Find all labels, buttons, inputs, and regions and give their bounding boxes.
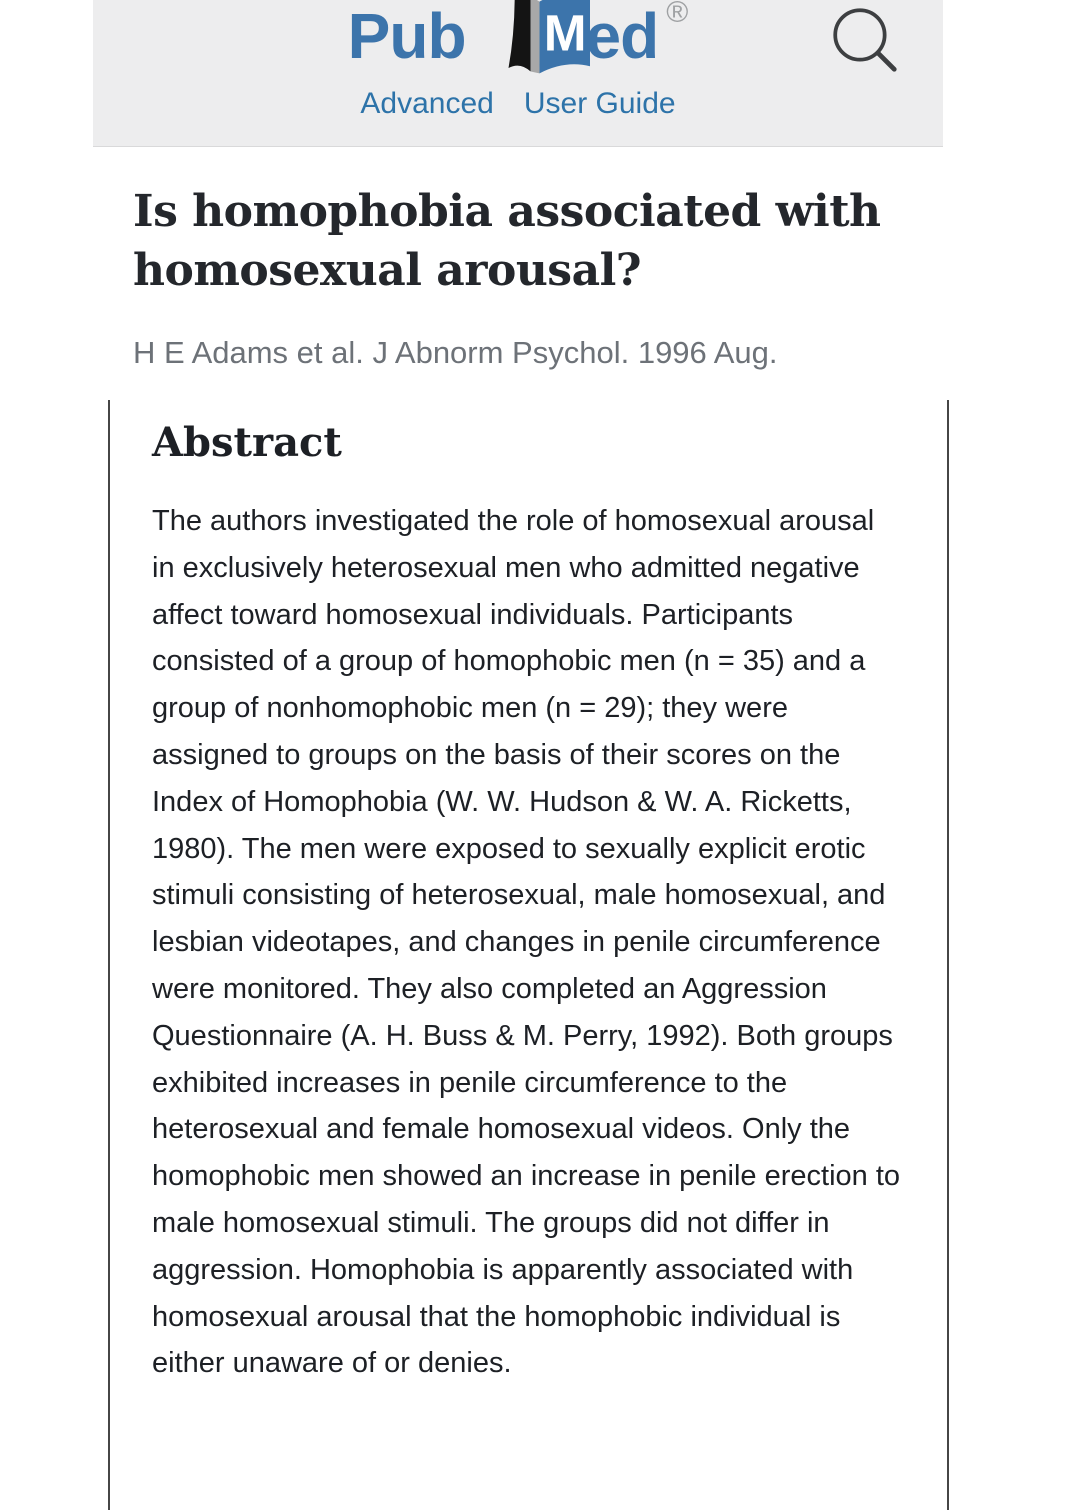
registered-trademark-symbol: ®	[666, 0, 689, 29]
abstract-card	[108, 400, 949, 1510]
search-icon	[827, 2, 907, 82]
pubmed-header	[93, 0, 943, 147]
search-button[interactable]	[827, 2, 907, 82]
abstract-text: The authors investigated the role of homosexual arousal in exclusively heterosexual men who admitted negative affect toward homosexual individuals. Participants consisted of a group of homophobic men (n = 35) and a group of nonhomophobic men (n = 29); they were assigned to groups on the basis of their scores on the Index of Homophobia (W. W. Hudson & W. A. Ricketts, 1980). The men were exposed to sexually explicit erotic stimuli consisting of heterosexual, male homosexual, and lesbian videotapes, and changes in penile circumference were monitored. They also completed an Aggression Questionnaire (A. H. Buss & M. Perry, 1992). Both groups exhibited increases in penile circumference to the heterosexual and female homosexual videos. Only the homophobic men showed an increase in penile erection to male homosexual stimuli. The groups did not differ in aggression. Homophobia is apparently associated with homosexual arousal that the homophobic individual is either unaware of or denies.	[152, 505, 901, 1380]
advanced-search-link[interactable]: Advanced	[360, 87, 494, 120]
pubmed-logo[interactable]	[93, 0, 943, 88]
user-guide-link[interactable]: User Guide	[523, 87, 676, 120]
open-book-icon	[466, 0, 590, 88]
header-nav	[93, 87, 943, 121]
logo-text-ed: ed	[585, 0, 659, 72]
logo-letter-m: M	[543, 3, 587, 62]
abstract-heading: Abstract	[152, 419, 342, 466]
logo-text-pub: Pub	[347, 0, 466, 72]
article-citation: H E Adams et al. J Abnorm Psychol. 1996 Aug.	[133, 335, 778, 370]
article-title: Is homophobia associated with homosexual arousal?	[133, 186, 881, 296]
